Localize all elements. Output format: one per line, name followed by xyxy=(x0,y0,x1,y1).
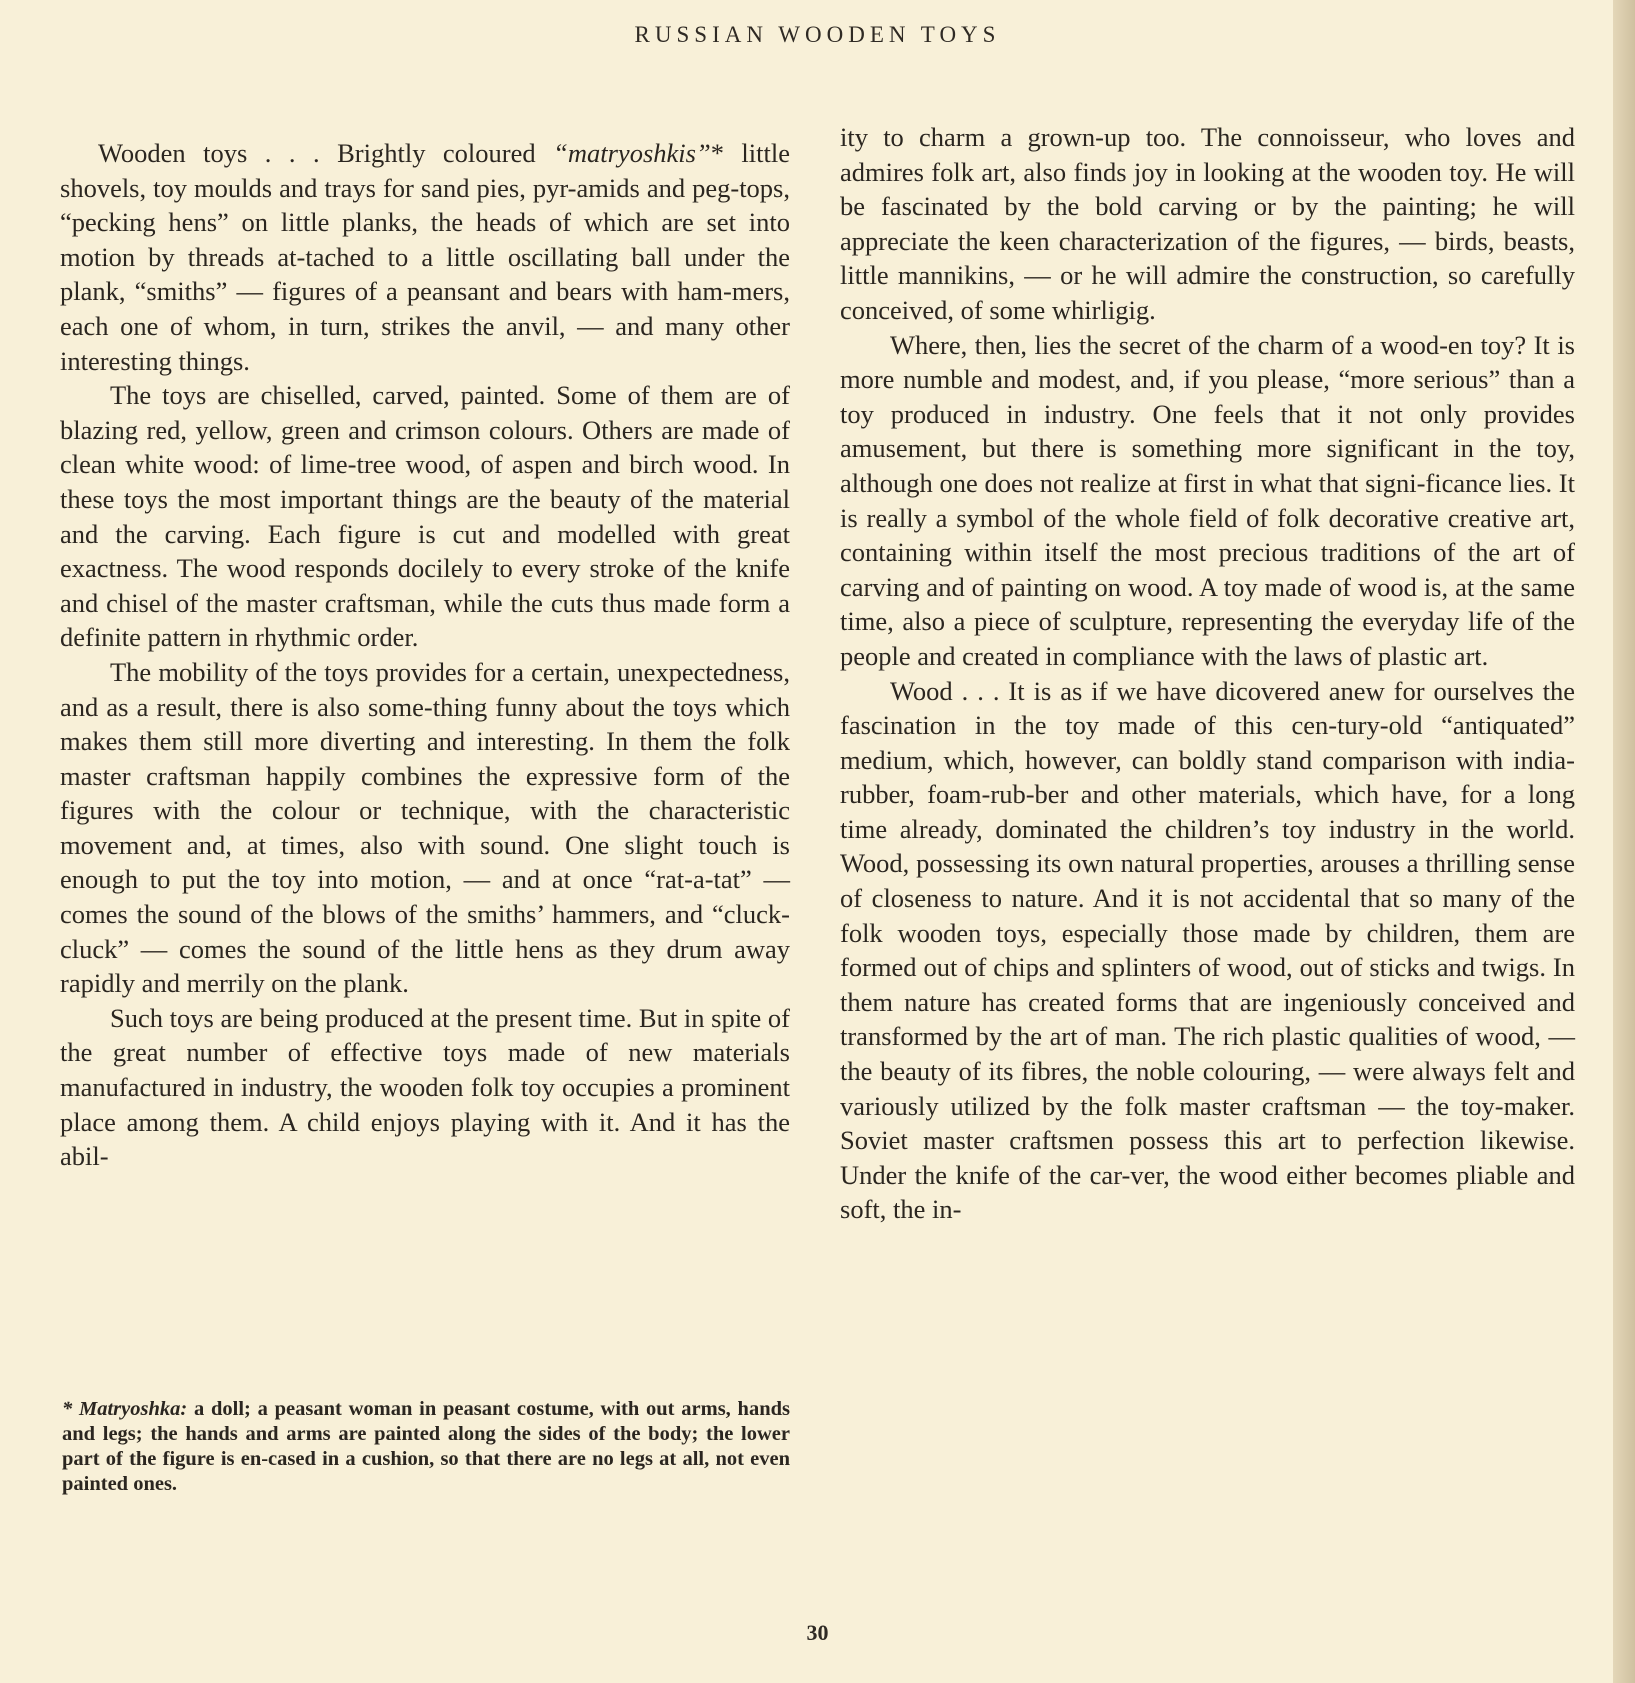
paragraph-1-rest: * little shovels, toy moulds and trays for sand pies, pyr-amids and peg-tops, “pecking hens” on little planks, the heads of which are set into motion by threads at-tached to a little oscillating ball under the plank, “smiths” — figures of a peansant and bears with ham-mers, each one of whom, in turn, strikes the anvil, — and many other interesting things. xyxy=(60,138,790,376)
right-column xyxy=(840,120,1575,1227)
right-paragraph-3: Wood . . . It is as if we have dicovered anew for ourselves the fascination in the toy made of this cen-tury-old “antiquated” medium, which, however, can boldly stand comparison with india-rubber, foam-rub-ber and other materials, which have, for a long time already, dominated the children’s toy industry in the world. Wood, possessing its own natural properties, arouses a thrilling sense of closeness to nature. And it is not accidental that so many of the folk wooden toys, especially those made by children, them are formed out of chips and splinters of wood, out of sticks and twigs. In them nature has created forms that are ingeniously conceived and transformed by the art of man. The rich plastic qualities of wood, — the beauty of its fibres, the noble colouring, — were always felt and variously utilized by the folk master craftsman — the toy-maker. Soviet master craftsmen possess this art to perfection likewise. Under the knife of the car-ver, the wood either becomes pliable and soft, the in- xyxy=(840,675,1575,1225)
left-column xyxy=(60,136,790,1174)
right-paragraph-1: ity to charm a grown-up too. The connoisseur, who loves and admires folk art, also finds joy in looking at the wooden toy. He will be fascinated by the bold carving or by the painting; he will appreciate the keen characterization of the figures, — birds, beasts, little mannikins, — or he will admire the construction, so carefully conceived, of some whirligig. xyxy=(840,122,1575,325)
matryoshkis-term: “matryoshkis” xyxy=(553,138,711,168)
left-paragraph-3: The mobility of the toys provides for a certain, unexpectedness, and as a result, there is also some-thing funny about the toys which makes them still more diverting and interesting. In them the folk master craftsman happily combines the expressive form of the figures with the colour or technique, with the characteristic movement and, at times, also with sound. One slight touch is enough to put the toy into motion, — and at once “rat-a-tat” — comes the sound of the blows of the smiths’ hammers, and “cluck-cluck” — comes the sound of the little hens as they drum away rapidly and merrily on the plank. xyxy=(60,656,790,999)
footnote xyxy=(62,1397,790,1497)
paragraph-1-intro: Wooden toys . . . Brightly coloured xyxy=(98,138,554,168)
left-paragraph-4: Such toys are being produced at the present time. But in spite of the great number of effective toys made of new materials manufactured in industry, the wooden folk toy occupies a prominent place among them. A child enjoys playing with it. And it has the abil- xyxy=(60,1002,790,1172)
footnote-term: * Matryoshka: xyxy=(62,1398,188,1420)
footnote-text: a doll; a peasant woman in peasant costume, with out arms, hands and legs; the hands and arms are painted along the sides of the body; the lower part of the figure is en-cased in a cushion, so that there are no legs at all, not even painted ones. xyxy=(62,1398,790,1495)
page-edge-shadow xyxy=(1613,0,1635,1683)
left-paragraph-2: The toys are chiselled, carved, painted. Some of them are of blazing red, yellow, green and crimson colours. Others are made of clean white wood: of lime-tree wood, of aspen and birch wood. In these toys the most important things are the beauty of the material and the carving. Each figure is cut and modelled with great exactness. The wood responds docilely to every stroke of the knife and chisel of the master craftsman, while the cuts thus made form a definite pattern in rhythmic order. xyxy=(60,380,790,653)
right-paragraph-2: Where, then, lies the secret of the charm of a wood-en toy? It is more numble and modest, and, if you please, “more serious” than a toy produced in industry. One feels that it not only provides amusement, but there is something more significant in the toy, although one does not realize at first in what that signi-ficance lies. It is really a symbol of the whole field of folk decorative creative art, containing within itself the most precious traditions of the art of carving and of painting on wood. A toy made of wood is, at the same time, also a piece of sculpture, representing the everyday life of the people and created in compliance with the laws of plastic art. xyxy=(840,329,1575,671)
page-number: 30 xyxy=(806,1620,829,1645)
running-head: RUSSIAN WOODEN TOYS xyxy=(634,22,1001,47)
left-paragraph-1 xyxy=(60,136,790,378)
